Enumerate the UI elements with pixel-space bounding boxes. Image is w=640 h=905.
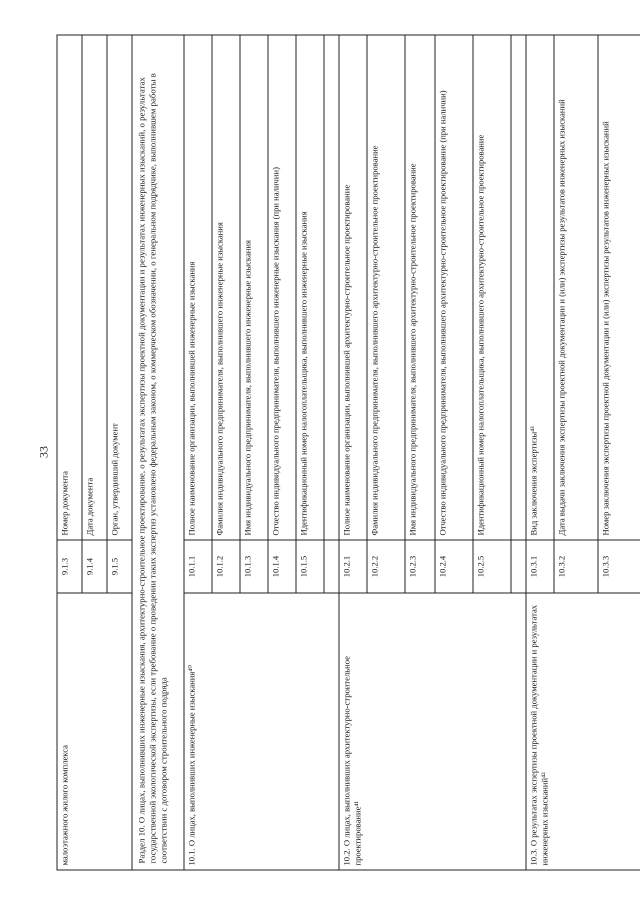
page-number: 33: [36, 446, 51, 458]
row-text: Фамилия индивидуального предпринимателя, выполнившего архитектурно-строительное проектирование: [367, 35, 405, 540]
row-text: Номер документа: [57, 35, 82, 540]
row-text: Вид заключения экспертизы⁴³: [526, 35, 554, 540]
group-title: 10.1. О лицах, выполнивших инженерные изыскания⁴⁰: [184, 593, 339, 870]
row-text: Номер заключения экспертизы проектной документации и (или) экспертизы результатов инженерных изысканий: [598, 35, 640, 540]
row-code: 10.1.3: [240, 540, 268, 593]
row-code: 10.1.1: [184, 540, 212, 593]
row-text: Отчество индивидуального предпринимателя, выполнившего архитектурно-строительное проектирование (при наличии): [435, 35, 473, 540]
row-text: Дата выдачи заключения экспертизы проектной документации и (или) экспертизы результатов инженерных изысканий: [554, 35, 598, 540]
row-text: Имя индивидуального предпринимателя, выполнившего архитектурно-строительное проектирование: [405, 35, 435, 540]
row-code: 10.1.4: [268, 540, 296, 593]
table-row: [57, 35, 82, 870]
empty-cell: [324, 35, 339, 540]
row-code: 10.2.4: [435, 540, 473, 593]
row-code: 9.1.3: [57, 540, 82, 593]
row-code: 10.1.2: [212, 540, 240, 593]
group-title: 10.2. О лицах, выполнивших архитектурно-строительное проектирование⁴¹: [339, 593, 526, 870]
row-text: Орган, утвердивший документ: [107, 35, 132, 540]
row-code: 10.3.3: [598, 540, 640, 593]
row-code: 9.1.5: [107, 540, 132, 593]
document-area: [56, 35, 610, 870]
section-10-title: Раздел 10. О лицах, выполнивших инженерные изыскания, архитектурно-строительное проектирование, о результатах экспертизы проектной документации и результатах инженерных изысканий, о результатах государственной экологической экспертизы, если требование о проведении таких экспертиз установлено федеральным законом, о коммерческом обозначении, о генеральном подрядчике, выполнившем работы в соответствии с договором строительного подряда: [132, 35, 184, 870]
empty-cell: [511, 540, 526, 593]
table-row: [339, 35, 367, 870]
row-code: 10.3.1: [526, 540, 554, 593]
row-code: 10.1.5: [296, 540, 324, 593]
row-text: Имя индивидуального предпринимателя, выполнившего инженерные изыскания: [240, 35, 268, 540]
rotated-table-wrapper: [56, 35, 610, 870]
group-cell: малоэтажного жилого комплекса: [57, 593, 132, 870]
row-code: 10.2.5: [473, 540, 511, 593]
declaration-table: [56, 34, 640, 870]
row-text: Отчество индивидуального предпринимателя, выполнившего инженерные изыскания (при наличии): [268, 35, 296, 540]
table-row: [184, 35, 212, 870]
group-title: 10.3. О результатах экспертизы проектной документации и результатах инженерных изысканий⁴²: [526, 593, 640, 870]
empty-cell: [511, 35, 526, 540]
row-text: Идентификационный номер налогоплательщика, выполнившего архитектурно-строительное проектирование: [473, 35, 511, 540]
row-text: Полное наименование организации, выполнившей инженерные изыскания: [184, 35, 212, 540]
empty-cell: [324, 540, 339, 593]
section-row: [132, 35, 184, 870]
row-text: Дата документа: [82, 35, 107, 540]
row-code: 10.2.1: [339, 540, 367, 593]
table-row: [526, 35, 554, 870]
row-code: 10.2.2: [367, 540, 405, 593]
row-code: 10.2.3: [405, 540, 435, 593]
row-text: Фамилия индивидуального предпринимателя, выполнившего инженерные изыскания: [212, 35, 240, 540]
row-text: Идентификационный номер налогоплательщика, выполнившего инженерные изыскания: [296, 35, 324, 540]
row-text: Полное наименование организации, выполнившей архитектурно-строительное проектирование: [339, 35, 367, 540]
row-code: 10.3.2: [554, 540, 598, 593]
row-code: 9.1.4: [82, 540, 107, 593]
